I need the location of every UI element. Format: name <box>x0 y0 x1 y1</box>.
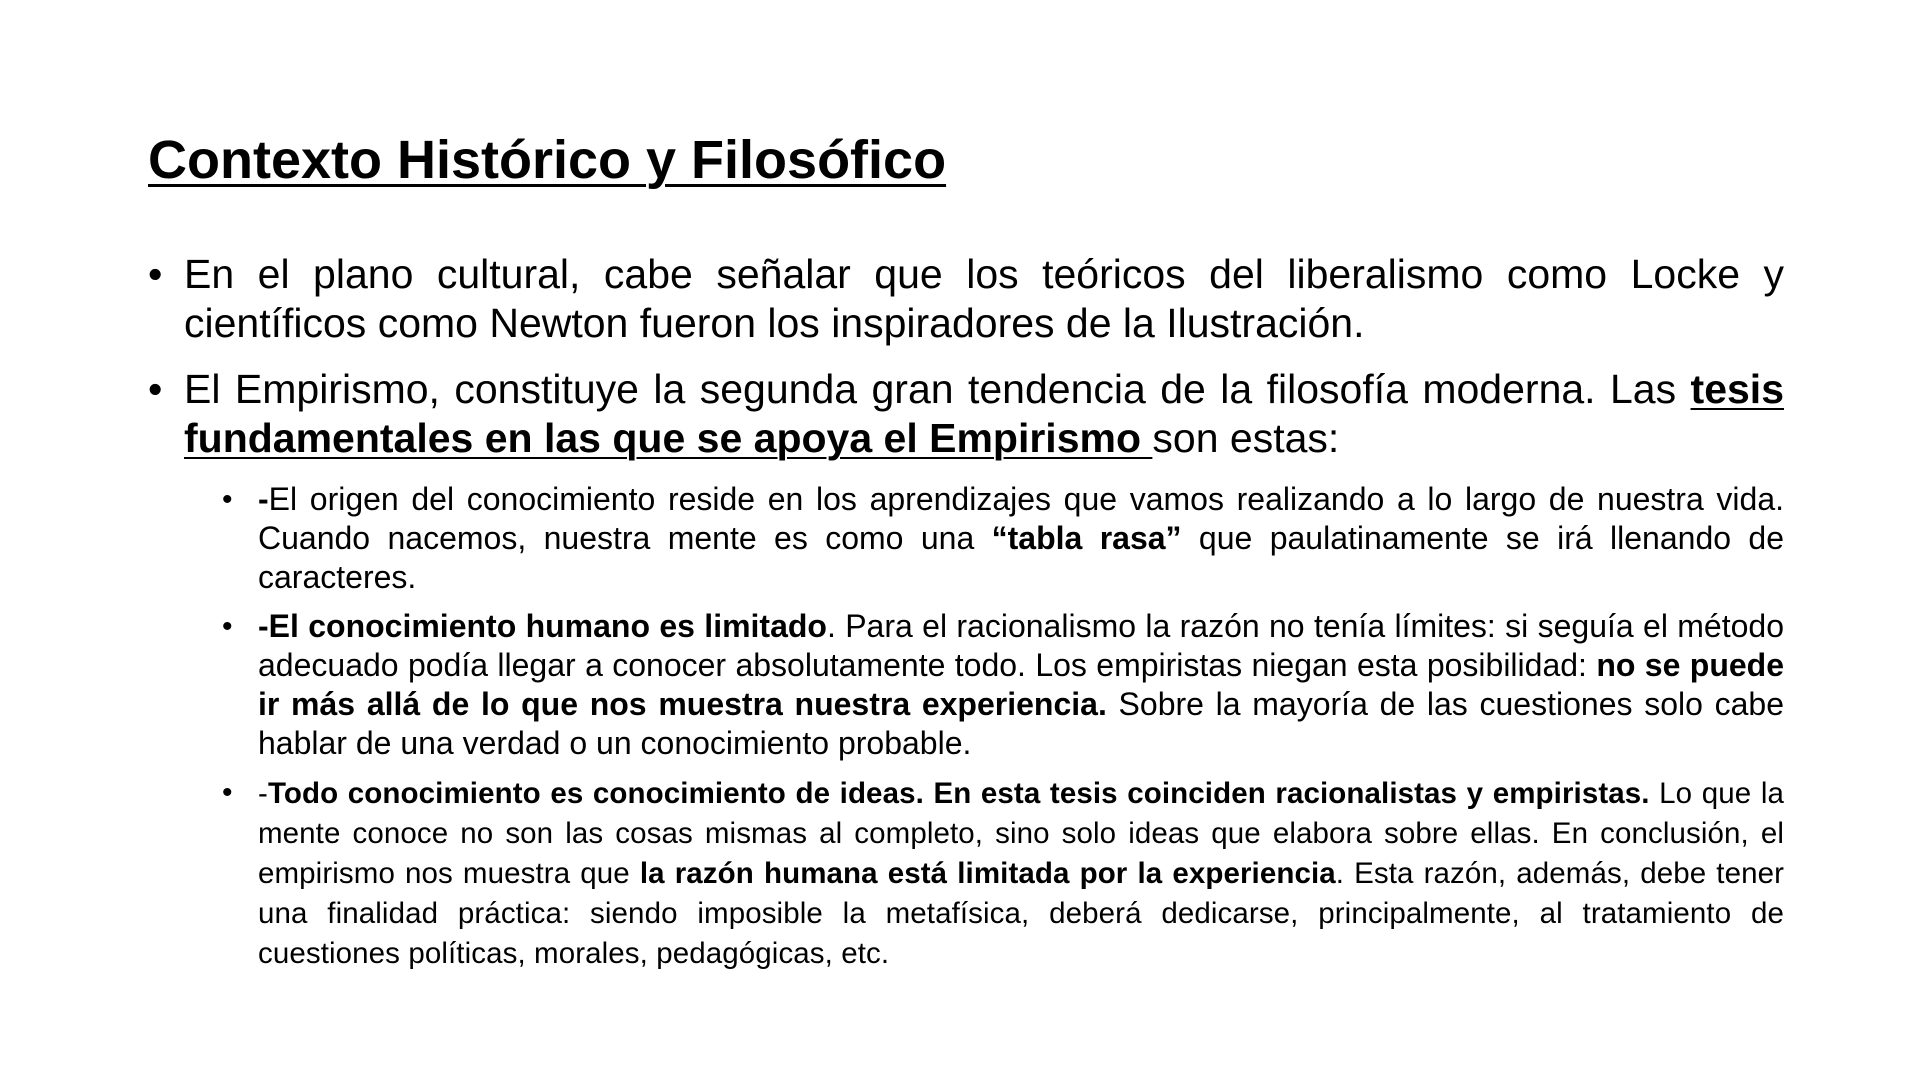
sub-bullet-dash: - <box>258 481 269 517</box>
sub-bullet-text: . Esta razón, además, debe tener una finalidad práctica: siendo imposible la metafísica, deberá dedicarse, principalmente, al tratamiento de cuestiones políticas, morales, pedagógicas, etc. <box>258 857 1785 970</box>
bullet-text-emphasis: tesis fundamentales en las que se apoya el Empirismo <box>184 366 1784 461</box>
sub-bullet-emphasis: “tabla rasa” <box>991 520 1182 556</box>
sub-bullet-emphasis: -El conocimiento humano es limitado <box>258 608 827 644</box>
bullet-item-empirismo <box>148 365 1784 463</box>
bullet-text: En el plano cultural, cabe señalar que los teóricos del liberalismo como Locke y científicos como Newton fueron los inspiradores de la Ilustración. <box>184 251 1784 346</box>
slide-content <box>148 250 1784 983</box>
sub-bullet-origen <box>222 480 1784 597</box>
sub-bullet-list <box>222 480 1784 973</box>
bullet-icon: • <box>222 610 233 643</box>
sub-bullet-limitado <box>222 607 1784 763</box>
bullet-icon: • <box>222 776 233 809</box>
sub-bullet-emphasis: Todo conocimiento es conocimiento de ideas. En esta tesis coinciden racionalistas y empiristas. <box>267 777 1650 810</box>
sub-bullet-text: Sobre la mayoría de las cuestiones solo cabe hablar de una verdad o un conocimiento probable. <box>258 686 1785 761</box>
sub-bullet-text: que paulatinamente se irá llenando de caracteres. <box>258 520 1785 595</box>
sub-bullet-dash: - <box>258 777 268 810</box>
bullet-icon: • <box>148 251 163 297</box>
sub-bullet-ideas <box>222 773 1784 973</box>
sub-bullet-emphasis: no se puede ir más allá de lo que nos muestra nuestra experiencia. <box>258 647 1785 722</box>
bullet-item-liberalismo <box>148 250 1784 348</box>
bullet-text: El Empirismo, constituye la segunda gran tendencia de la filosofía moderna. Las <box>184 366 1691 412</box>
sub-bullet-text: El origen del conocimiento reside en los aprendizajes que vamos realizando a lo largo de nuestra vida. Cuando nacemos, nuestra mente es como una <box>258 481 1784 556</box>
bullet-text: son estas: <box>1152 415 1340 461</box>
sub-bullet-emphasis: la razón humana está limitada por la experiencia <box>639 857 1336 890</box>
sub-bullet-text: Lo que la mente conoce no son las cosas mismas al completo, sino solo ideas que elabora sobre ellas. En conclusión, el empirismo nos muestra que <box>258 777 1784 890</box>
bullet-icon: • <box>148 366 163 412</box>
sub-bullet-text: . Para el racionalismo la razón no tenía límites: si seguía el método adecuado podía llegar a conocer absolutamente todo. Los empiristas niegan esta posibilidad: <box>258 608 1785 683</box>
bullet-icon: • <box>222 483 233 516</box>
slide-title: Contexto Histórico y Filosófico <box>148 130 947 190</box>
